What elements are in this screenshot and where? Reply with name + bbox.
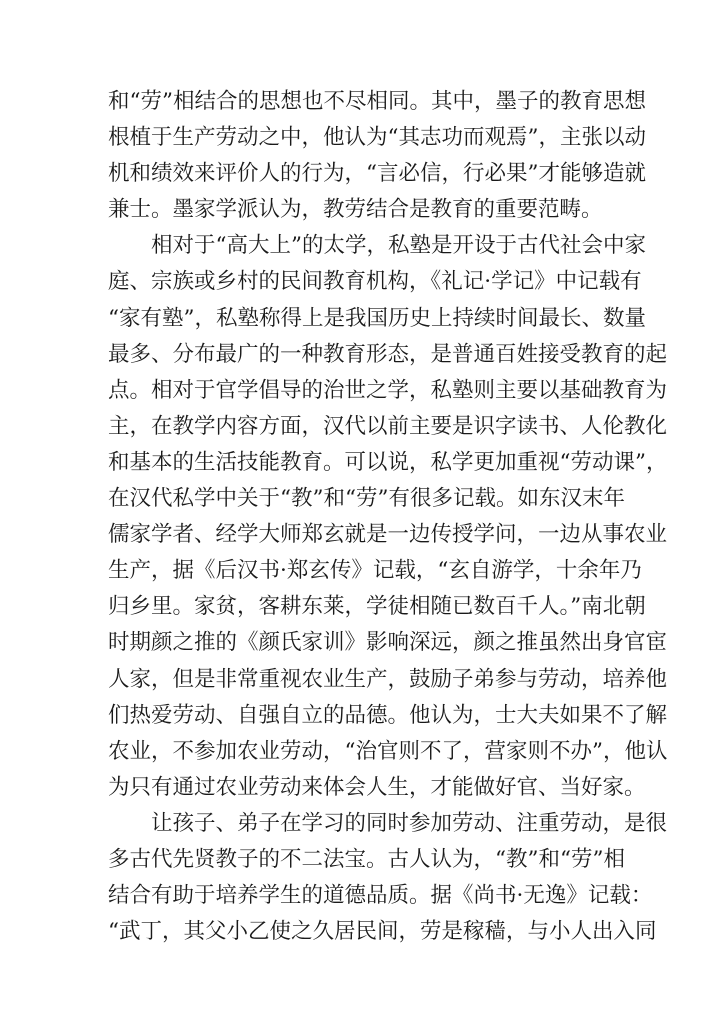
- text-line: 让孩子、弟子在学习的同时参加劳动、注重劳动，是很: [151, 810, 668, 836]
- text-line: 和“劳”相结合的思想也不尽相同。其中，墨子的教育思想: [108, 89, 646, 114]
- paragraph-3: [108, 806, 668, 950]
- text-line: 农业，不参加农业劳动，“治官则不了，营家则不办”，他认: [108, 738, 668, 764]
- text-line: 归乡里。家贫，客耕东莱，学徒相随已数百千人。”南北朝: [108, 594, 646, 620]
- text-line: 人家，但是非常重视农业生产，鼓励子弟参与劳动，培养他: [108, 666, 668, 692]
- text-line: 庭、宗族或乡村的民间教育机构，《礼记·学记》中记载有: [108, 269, 642, 295]
- text-line: 和基本的生活技能教育。可以说，私学更加重视“劳动课”，: [108, 449, 668, 475]
- text-line: 结合有助于培养学生的道德品质。据《尚书·无逸》记载：: [108, 883, 653, 909]
- text-line: 主，在教学内容方面，汉代以前主要是识字读书、人伦教化: [108, 413, 668, 439]
- text-line: 时期颜之推的《颜氏家训》影响深远，颜之推虽然出身官宦: [108, 630, 668, 656]
- text-line: 在汉代私学中关于“教”和“劳”有很多记载。如东汉末年: [108, 486, 625, 512]
- text-line: 机和绩效来评价人的行为，“言必信，行必果”才能够造就: [108, 161, 646, 187]
- body-text: [108, 84, 668, 950]
- text-line: 根植于生产劳动之中，他认为“其志功而观焉”，主张以动: [108, 125, 646, 151]
- text-line: 多古代先贤教子的不二法宝。古人认为，“教”和“劳”相: [108, 846, 625, 872]
- text-line: 点。相对于官学倡导的治世之学，私塾则主要以基础教育为: [108, 377, 668, 403]
- paragraph-1: [108, 84, 646, 228]
- text-line: 相对于“高大上”的太学，私塾是开设于古代社会中家: [151, 233, 646, 259]
- text-line: 最多、分布最广的一种教育形态，是普通百姓接受教育的起: [108, 341, 668, 367]
- text-line: 儒家学者、经学大师郑玄就是一边传授学问，一边从事农业: [108, 522, 668, 548]
- text-line: 为只有通过农业劳动来体会人生，才能做好官、当好家。: [108, 774, 646, 800]
- text-line: 生产，据《后汉书·郑玄传》记载，“玄自游学，十余年乃: [108, 558, 642, 584]
- paragraph-2: [108, 228, 668, 806]
- text-line: “家有塾”，私塾称得上是我国历史上持续时间最长、数量: [108, 305, 646, 331]
- text-line: “武丁，其父小乙使之久居民间，劳是稼穑，与小人出入同: [108, 919, 657, 945]
- text-line: 兼士。墨家学派认为，教劳结合是教育的重要范畴。: [108, 197, 603, 223]
- text-line: 们热爱劳动、自强自立的品德。他认为，士大夫如果不了解: [108, 702, 668, 728]
